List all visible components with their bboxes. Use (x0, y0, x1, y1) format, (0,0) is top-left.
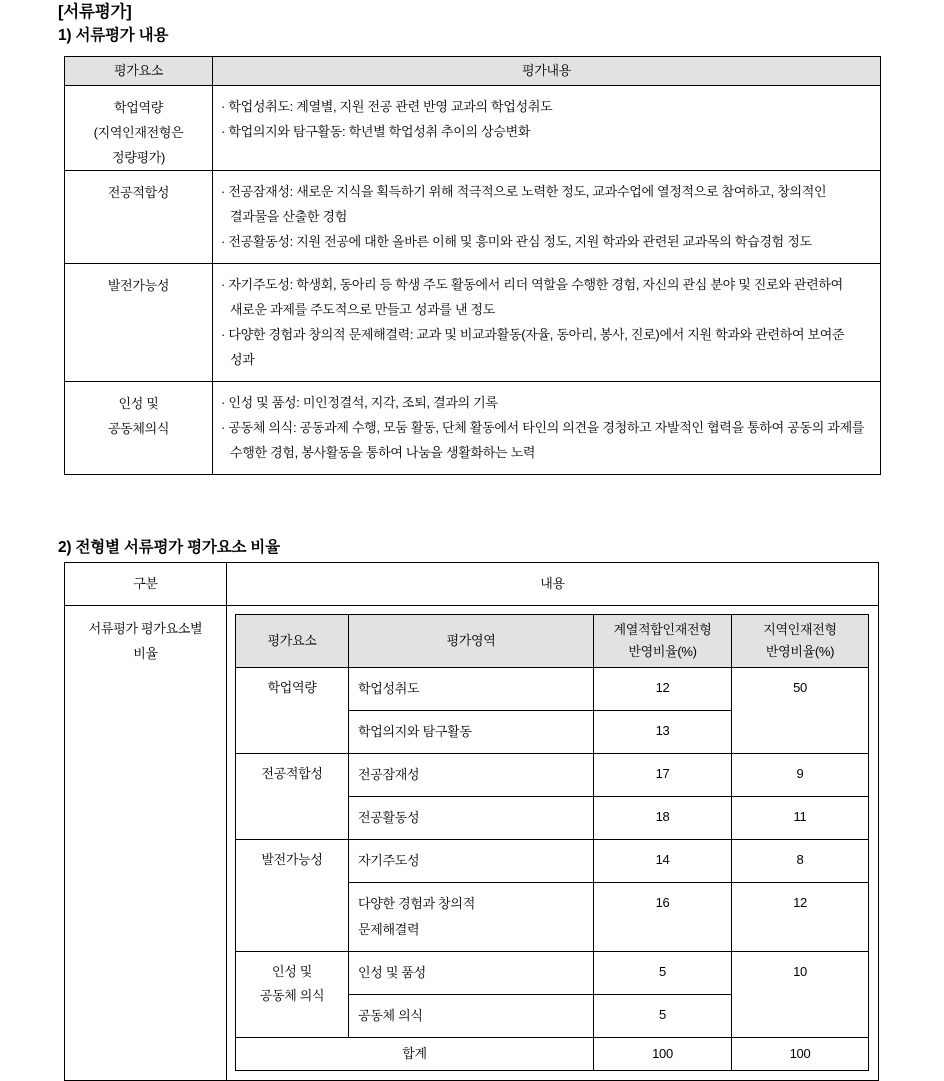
table-row (65, 382, 881, 475)
area-line: 학업의지와 탐구활동 (358, 724, 472, 739)
area-line: 문제해결력 (358, 922, 420, 937)
total-ratio-a: 100 (594, 1038, 732, 1071)
inner-header-line: 반영비율(%) (628, 644, 697, 659)
inner-ratio-a-cell: 14 (594, 840, 732, 883)
outer-header-row (65, 563, 879, 606)
outer-body-row (65, 606, 879, 1081)
inner-ratio-a-cell: 5 (594, 952, 732, 995)
factor-line: 발전가능성 (107, 278, 170, 293)
col-header-content: 평가내용 (213, 57, 881, 86)
inner-area-cell (349, 995, 594, 1038)
area-line: 학업성취도 (358, 681, 420, 696)
inner-col-header-area: 평가영역 (349, 615, 594, 668)
factor-line: 전공적합성 (107, 185, 170, 200)
bullet-line: · 자기주도성: 학생회, 동아리 등 학생 주도 활동에서 리더 역할을 수행한 경험, 자신의 관심 분야 및 진로와 관련하여 새로운 과제를 주도적으로 만들고 성과를 낸 정도 (221, 277, 843, 317)
area-line: 인성 및 품성 (358, 965, 426, 980)
inner-area-cell (349, 952, 594, 995)
inner-ratio-a-cell: 5 (594, 995, 732, 1038)
ratio-outer-table (64, 562, 879, 1081)
outer-row-label (65, 606, 227, 1081)
outer-row-label-line: 비율 (133, 646, 158, 661)
inner-header-line: 지역인재전형 (763, 622, 837, 637)
factor-line: (지역인재전형은 (93, 125, 184, 140)
table-row (236, 754, 869, 797)
section-1-heading: 1) 서류평가 내용 (58, 27, 169, 44)
evaluation-content-table (64, 56, 881, 475)
table-row (65, 86, 881, 171)
area-line: 자기주도성 (358, 853, 420, 868)
inner-ratio-b-cell: 9 (732, 754, 869, 797)
bullet-line: · 인성 및 품성: 미인정결석, 지각, 조퇴, 결과의 기록 (221, 395, 498, 410)
row-factor-cell (65, 86, 213, 171)
area-line: 공동체 의식 (358, 1008, 423, 1023)
inner-col-header-ratio-a (594, 615, 732, 668)
inner-header-row (236, 615, 869, 668)
row-content-cell (213, 264, 881, 382)
total-row (236, 1038, 869, 1071)
bullet-line: · 전공활동성: 지원 전공에 대한 올바른 이해 및 흥미와 관심 정도, 지원 학과와 관련된 교과목의 학습경험 정도 (221, 234, 812, 249)
outer-col-header-content: 내용 (227, 563, 879, 606)
row-factor-cell (65, 171, 213, 264)
section-2-heading: 2) 전형별 서류평가 평가요소 비율 (58, 539, 280, 556)
page-title: [서류평가] (58, 3, 132, 21)
inner-factor-cell (236, 840, 349, 952)
inner-area-cell (349, 797, 594, 840)
inner-factor-cell (236, 668, 349, 754)
total-label: 합계 (236, 1038, 594, 1071)
inner-header-line: 반영비율(%) (765, 644, 835, 659)
area-line: 다양한 경험과 창의적 (358, 896, 475, 911)
inner-ratio-b-cell: 11 (732, 797, 869, 840)
inner-ratio-b-cell: 8 (732, 840, 869, 883)
inner-area-cell (349, 754, 594, 797)
table-row (65, 171, 881, 264)
col-header-factor: 평가요소 (65, 57, 213, 86)
factor-line: 전공적합성 (261, 766, 323, 781)
inner-factor-cell (236, 754, 349, 840)
outer-row-content (227, 606, 879, 1081)
total-ratio-b: 100 (732, 1038, 869, 1071)
inner-area-cell (349, 883, 594, 952)
factor-line: 인성 및 (271, 964, 313, 979)
table-header-row (65, 57, 881, 86)
inner-ratio-a-cell: 18 (594, 797, 732, 840)
inner-ratio-a-cell: 13 (594, 711, 732, 754)
inner-ratio-a-cell: 16 (594, 883, 732, 952)
inner-header-line: 계열적합인재전형 (613, 622, 712, 637)
table-row (236, 840, 869, 883)
inner-ratio-a-cell: 12 (594, 668, 732, 711)
factor-line: 학업역량 (267, 680, 317, 695)
bullet-line: · 공동체 의식: 공동과제 수행, 모둠 활동, 단체 활동에서 타인의 의견을 경청하고 자발적인 협력을 통하여 공동의 과제를 수행한 경험, 봉사활동을 통하여 나눔을 생활화하는 노력 (221, 420, 865, 460)
bullet-line: · 다양한 경험과 창의적 문제해결력: 교과 및 비교과활동(자율, 동아리, 봉사, 진로)에서 지원 학과와 관련하여 보여준 성과 (221, 327, 845, 367)
row-content-cell (213, 382, 881, 475)
table-row (65, 264, 881, 382)
factor-line: 인성 및 (118, 396, 159, 411)
inner-area-cell (349, 711, 594, 754)
row-factor-cell (65, 382, 213, 475)
bullet-line: · 학업의지와 탐구활동: 학년별 학업성취 추이의 상승변화 (221, 124, 531, 139)
inner-ratio-a-cell: 17 (594, 754, 732, 797)
ratio-table-wrap (64, 562, 879, 1081)
factor-line: 발전가능성 (261, 852, 323, 867)
inner-area-cell (349, 840, 594, 883)
area-line: 전공잠재성 (358, 767, 420, 782)
row-content-cell (213, 86, 881, 171)
row-content-cell (213, 171, 881, 264)
inner-col-header-ratio-b (732, 615, 869, 668)
inner-factor-cell (236, 952, 349, 1038)
area-line: 전공활동성 (358, 810, 420, 825)
inner-ratio-b-cell: 50 (732, 668, 869, 754)
evaluation-content-table-wrap (64, 56, 881, 475)
bullet-line: · 학업성취도: 계열별, 지원 전공 관련 반영 교과의 학업성취도 (221, 99, 553, 114)
outer-row-label-line: 서류평가 평가요소별 (88, 621, 203, 636)
inner-ratio-b-cell: 12 (732, 883, 869, 952)
factor-line: 공동체의식 (107, 421, 170, 436)
ratio-inner-table (235, 614, 869, 1071)
table-row (236, 668, 869, 711)
inner-area-cell (349, 668, 594, 711)
outer-col-header-division: 구분 (65, 563, 227, 606)
row-factor-cell (65, 264, 213, 382)
factor-line: 학업역량 (113, 100, 164, 115)
factor-line: 공동체 의식 (259, 988, 325, 1003)
factor-line: 정량평가) (111, 150, 166, 165)
inner-col-header-factor: 평가요소 (236, 615, 349, 668)
table-row (236, 952, 869, 995)
bullet-line: · 전공잠재성: 새로운 지식을 획득하기 위해 적극적으로 노력한 정도, 교과수업에 열정적으로 참여하고, 창의적인 결과물을 산출한 경험 (221, 184, 827, 224)
inner-ratio-b-cell: 10 (732, 952, 869, 1038)
